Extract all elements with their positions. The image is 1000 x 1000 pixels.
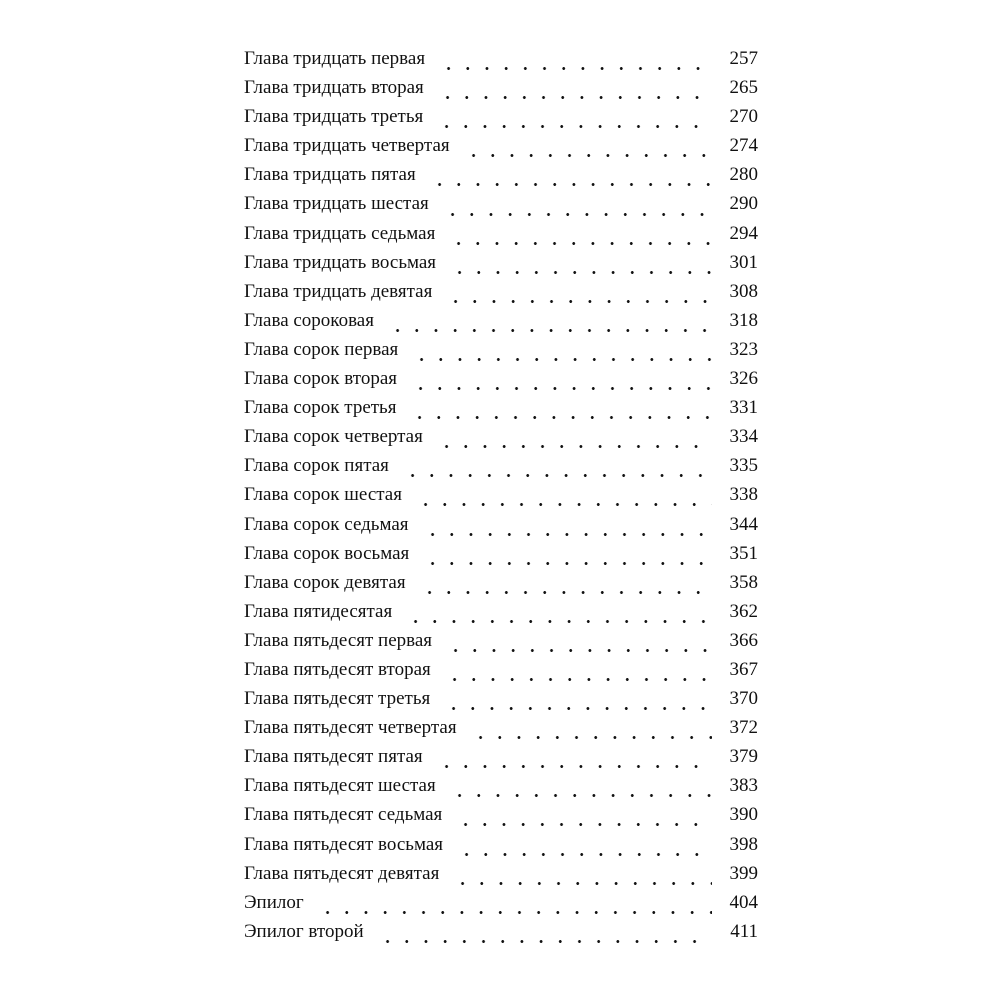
- toc-entry-title: Глава сорок первая: [244, 338, 399, 360]
- toc-entry-page: 379: [729, 746, 758, 768]
- toc-entry: [244, 572, 758, 601]
- toc-entry: [244, 223, 758, 252]
- toc-entry-page: 411: [730, 920, 758, 942]
- toc-entry: [244, 834, 758, 863]
- toc-entry-page: 383: [729, 775, 758, 797]
- toc-entry-page: 290: [729, 193, 758, 215]
- toc-entry: [244, 775, 758, 804]
- toc-entry-page: 362: [729, 600, 758, 622]
- dot-leader: [410, 416, 712, 419]
- dot-leader: [416, 503, 712, 506]
- toc-entry: [244, 921, 758, 950]
- toc-entry-title: Глава тридцать седьмая: [244, 222, 436, 244]
- toc-entry-page: 344: [729, 513, 758, 535]
- toc-entry-page: 323: [729, 338, 758, 360]
- toc-entry: [244, 688, 758, 717]
- toc-entry: [244, 601, 758, 630]
- toc-entry: [244, 892, 758, 921]
- toc-entry-page: 338: [729, 484, 758, 506]
- dot-leader: [456, 823, 712, 826]
- dot-leader: [411, 387, 712, 390]
- toc-entry: [244, 310, 758, 339]
- dot-leader: [439, 67, 712, 70]
- toc-entry-title: Глава сорок пятая: [244, 455, 389, 477]
- toc-entry-page: 366: [729, 629, 758, 651]
- dot-leader: [471, 736, 712, 739]
- toc-entry-page: 370: [729, 688, 758, 710]
- toc-entry: [244, 717, 758, 746]
- toc-entry: [244, 484, 758, 513]
- toc-entry-page: 265: [729, 77, 758, 99]
- toc-entry: [244, 193, 758, 222]
- dot-leader: [318, 911, 712, 914]
- toc-entry: [244, 397, 758, 426]
- toc-entry: [244, 543, 758, 572]
- toc-entry: [244, 281, 758, 310]
- dot-leader: [450, 271, 712, 274]
- dot-leader: [420, 591, 712, 594]
- toc-entry: [244, 659, 758, 688]
- toc-entry-page: 318: [729, 309, 758, 331]
- toc-entry-page: 294: [729, 222, 758, 244]
- dot-leader: [453, 882, 712, 885]
- dot-leader: [388, 329, 712, 332]
- dot-leader: [438, 96, 712, 99]
- toc-entry-title: Глава тридцать девятая: [244, 280, 433, 302]
- toc-entry: [244, 804, 758, 833]
- toc-entry: [244, 48, 758, 77]
- toc-entry: [244, 455, 758, 484]
- toc-entry-title: Глава пятьдесят пятая: [244, 746, 423, 768]
- toc-entry: [244, 863, 758, 892]
- dot-leader: [403, 474, 712, 477]
- toc-entry: [244, 630, 758, 659]
- toc-entry-title: Глава тридцать третья: [244, 106, 424, 128]
- toc-entry-title: Глава пятьдесят четвертая: [244, 717, 457, 739]
- toc-entry-page: 257: [729, 48, 758, 69]
- toc-entry-page: 358: [729, 571, 758, 593]
- toc-entry-title: Глава пятьдесят шестая: [244, 775, 436, 797]
- dot-leader: [446, 300, 712, 303]
- toc-entry-title: Глава тридцать четвертая: [244, 135, 450, 157]
- toc-entry-title: Глава пятьдесят первая: [244, 629, 433, 651]
- toc-entry: [244, 164, 758, 193]
- toc-entry-title: Глава тридцать вторая: [244, 77, 424, 99]
- toc-entry-title: Эпилог: [244, 891, 304, 913]
- toc-entry-page: 351: [729, 542, 758, 564]
- toc-entry: [244, 339, 758, 368]
- dot-leader: [446, 649, 712, 652]
- toc-entry: [244, 106, 758, 135]
- table-of-contents: [244, 48, 758, 950]
- toc-entry-title: Глава тридцать шестая: [244, 193, 429, 215]
- toc-entry-page: 372: [729, 717, 758, 739]
- toc-entry-title: Глава сорок восьмая: [244, 542, 410, 564]
- dot-leader: [423, 562, 712, 565]
- toc-entry: [244, 426, 758, 455]
- dot-leader: [437, 445, 712, 448]
- toc-entry-title: Глава пятьдесят восьмая: [244, 833, 444, 855]
- dot-leader: [444, 707, 712, 710]
- dot-leader: [450, 794, 712, 797]
- toc-entry-page: 326: [729, 368, 758, 390]
- toc-entry-title: Глава пятидесятая: [244, 600, 393, 622]
- dot-leader: [437, 125, 712, 128]
- dot-leader: [449, 242, 712, 245]
- dot-leader: [445, 678, 712, 681]
- toc-entry-page: 301: [729, 251, 758, 273]
- toc-entry-title: Глава пятьдесят седьмая: [244, 804, 443, 826]
- toc-entry-title: Глава тридцать пятая: [244, 164, 416, 186]
- toc-entry-page: 331: [729, 397, 758, 419]
- dot-leader: [378, 940, 712, 943]
- toc-entry: [244, 77, 758, 106]
- toc-entry-title: Глава пятьдесят девятая: [244, 862, 440, 884]
- toc-entry-title: Глава сорок шестая: [244, 484, 402, 506]
- toc-entry-page: 274: [729, 135, 758, 157]
- dot-leader: [412, 358, 712, 361]
- dot-leader: [423, 533, 712, 536]
- toc-entry-page: 399: [729, 862, 758, 884]
- toc-entry-page: 335: [729, 455, 758, 477]
- toc-entry: [244, 746, 758, 775]
- dot-leader: [457, 853, 712, 856]
- toc-entry-title: Эпилог второй: [244, 920, 364, 942]
- toc-entry-title: Глава сорок седьмая: [244, 513, 409, 535]
- toc-entry-page: 398: [729, 833, 758, 855]
- toc-entry-page: 367: [729, 658, 758, 680]
- toc-entry-title: Глава сороковая: [244, 309, 374, 331]
- toc-entry-page: 390: [729, 804, 758, 826]
- toc-entry-title: Глава тридцать восьмая: [244, 251, 437, 273]
- toc-entry-title: Глава сорок третья: [244, 397, 397, 419]
- dot-leader: [464, 154, 712, 157]
- toc-entry: [244, 514, 758, 543]
- dot-leader: [437, 765, 712, 768]
- toc-entry-title: Глава сорок девятая: [244, 571, 406, 593]
- toc-entry-title: Глава сорок вторая: [244, 368, 398, 390]
- toc-entry-title: Глава пятьдесят вторая: [244, 658, 431, 680]
- toc-entry: [244, 252, 758, 281]
- toc-entry-title: Глава пятьдесят третья: [244, 688, 431, 710]
- dot-leader: [443, 213, 712, 216]
- toc-entry-page: 308: [729, 280, 758, 302]
- dot-leader: [430, 183, 712, 186]
- toc-entry-title: Глава сорок четвертая: [244, 426, 423, 448]
- toc-entry-page: 404: [729, 891, 758, 913]
- dot-leader: [406, 620, 712, 623]
- toc-entry-page: 270: [729, 106, 758, 128]
- toc-entry-title: Глава тридцать первая: [244, 48, 426, 69]
- toc-entry-page: 280: [729, 164, 758, 186]
- toc-entry: [244, 135, 758, 164]
- toc-entry-page: 334: [729, 426, 758, 448]
- toc-entry: [244, 368, 758, 397]
